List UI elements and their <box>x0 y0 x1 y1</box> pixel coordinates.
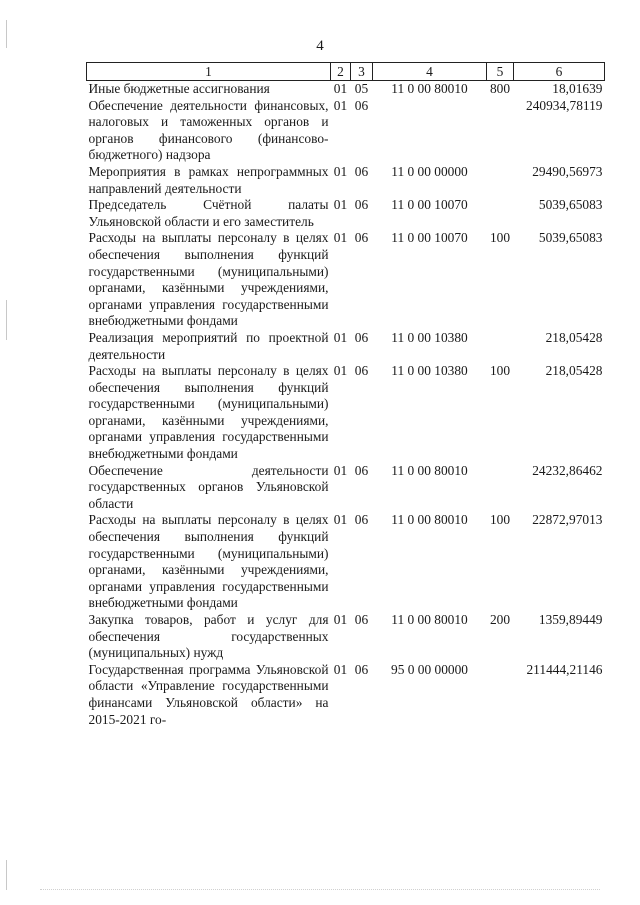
row-name: Расходы на выплаты персоналу в целях обеспечения выполнения функций государственными (муниципальными) органами, казёнными учреждениями, органами управления государственными внебюджетными фондами <box>88 512 329 611</box>
row-target-article: 11 0 00 80010 <box>391 462 468 478</box>
row-amount: 218,05428 <box>545 363 603 379</box>
row-target-article: 11 0 00 00000 <box>391 163 468 179</box>
row-name: Расходы на выплаты персоналу в целях обеспечения выполнения функций государственными (муниципальными) органами, казёнными учреждениями, органами управления государственными внебюджетными фондами <box>88 363 329 462</box>
header-col-4: 4 <box>373 63 487 81</box>
row-section-code: 01 <box>333 363 348 379</box>
table-row <box>87 330 605 363</box>
table-header-row <box>87 63 605 81</box>
row-section-code: 01 <box>333 661 348 677</box>
row-target-article: 11 0 00 10380 <box>391 363 468 379</box>
table-row <box>87 81 605 98</box>
row-name: Закупка товаров, работ и услуг для обеспечения государственных (муниципальных) нужд <box>88 612 329 661</box>
row-amount: 211444,21146 <box>526 661 603 677</box>
row-section-code: 01 <box>333 512 348 528</box>
row-subsection-code: 06 <box>354 163 369 179</box>
row-expense-type: 100 <box>489 230 511 246</box>
row-amount: 218,05428 <box>545 329 603 345</box>
row-subsection-code: 06 <box>354 197 369 213</box>
table-row <box>87 164 605 197</box>
budget-table <box>86 62 605 728</box>
header-col-5: 5 <box>487 63 514 81</box>
row-section-code: 01 <box>333 612 348 627</box>
row-amount: 240934,78119 <box>526 97 603 113</box>
row-subsection-code: 06 <box>354 512 369 528</box>
row-amount: 22872,97013 <box>532 512 603 528</box>
row-target-article: 11 0 00 10070 <box>391 197 468 213</box>
table-row <box>87 512 605 612</box>
row-section-code: 01 <box>333 230 348 246</box>
header-col-1: 1 <box>87 63 331 81</box>
scan-bottom-edge <box>40 889 600 890</box>
header-col-3: 3 <box>351 63 373 81</box>
row-subsection-code: 06 <box>354 329 369 345</box>
row-section-code: 01 <box>333 81 348 96</box>
row-expense-type: 200 <box>489 612 511 627</box>
row-expense-type: 800 <box>489 81 511 96</box>
row-section-code: 01 <box>333 329 348 345</box>
row-subsection-code: 06 <box>354 97 369 113</box>
table-row <box>87 197 605 230</box>
table-row <box>87 98 605 164</box>
row-subsection-code: 06 <box>354 612 369 627</box>
row-section-code: 01 <box>333 197 348 213</box>
table-row <box>87 463 605 513</box>
row-amount: 24232,86462 <box>532 462 603 478</box>
row-subsection-code: 05 <box>354 81 369 96</box>
row-amount: 5039,65083 <box>538 230 603 246</box>
row-expense-type <box>487 662 514 728</box>
row-amount: 5039,65083 <box>538 197 603 213</box>
row-subsection-code: 06 <box>354 230 369 246</box>
row-name: Обеспечение деятельности финансовых, налоговых и таможенных органов и органов финансового (финансово-бюджетного) надзора <box>88 97 329 163</box>
row-name: Иные бюджетные ассигнования <box>88 81 270 96</box>
row-name: Председатель Счётной палаты Ульяновской области и его заместитель <box>88 197 329 229</box>
row-amount: 1359,89449 <box>538 612 603 627</box>
scan-edge-mark <box>6 860 7 890</box>
row-section-code: 01 <box>333 97 348 113</box>
row-target-article: 95 0 00 00000 <box>391 661 468 677</box>
row-subsection-code: 06 <box>354 363 369 379</box>
row-target-article: 11 0 00 10380 <box>391 329 468 345</box>
row-expense-type: 100 <box>489 363 511 379</box>
row-target-article: 11 0 00 80010 <box>391 612 468 627</box>
table-row <box>87 230 605 330</box>
row-expense-type <box>487 98 514 164</box>
row-section-code: 01 <box>333 462 348 478</box>
row-amount: 18,01639 <box>552 81 603 96</box>
row-target-article: 11 0 00 80010 <box>391 81 468 96</box>
row-subsection-code: 06 <box>354 462 369 478</box>
row-amount: 29490,56973 <box>532 163 603 179</box>
row-expense-type <box>487 164 514 197</box>
row-section-code: 01 <box>333 163 348 179</box>
row-subsection-code: 06 <box>354 661 369 677</box>
header-col-6: 6 <box>514 63 605 81</box>
row-name: Расходы на выплаты персоналу в целях обеспечения выполнения функций государственными (муниципальными) органами, казёнными учреждениями, органами управления государственными внебюджетными фондами <box>88 230 329 329</box>
row-expense-type: 100 <box>489 512 511 528</box>
table-row <box>87 612 605 662</box>
page-number: 4 <box>316 38 324 54</box>
row-name: Реализация мероприятий по проектной деятельности <box>88 329 329 362</box>
row-target-article: 11 0 00 80010 <box>391 512 468 528</box>
row-target-article <box>373 98 487 164</box>
row-expense-type <box>487 197 514 230</box>
table-row <box>87 662 605 728</box>
row-name: Мероприятия в рамках непрограммных направлений деятельности <box>88 163 329 196</box>
row-expense-type <box>487 463 514 513</box>
row-expense-type <box>487 330 514 363</box>
table-row <box>87 363 605 463</box>
row-name: Государственная программа Ульяновской области «Управление государственными финансами Ульяновской области» на 2015-2021 го- <box>88 661 329 727</box>
row-name: Обеспечение деятельности государственных органов Ульяновской области <box>88 462 329 511</box>
header-col-2: 2 <box>331 63 351 81</box>
row-target-article: 11 0 00 10070 <box>391 230 468 246</box>
scan-edge-mark <box>6 300 7 340</box>
